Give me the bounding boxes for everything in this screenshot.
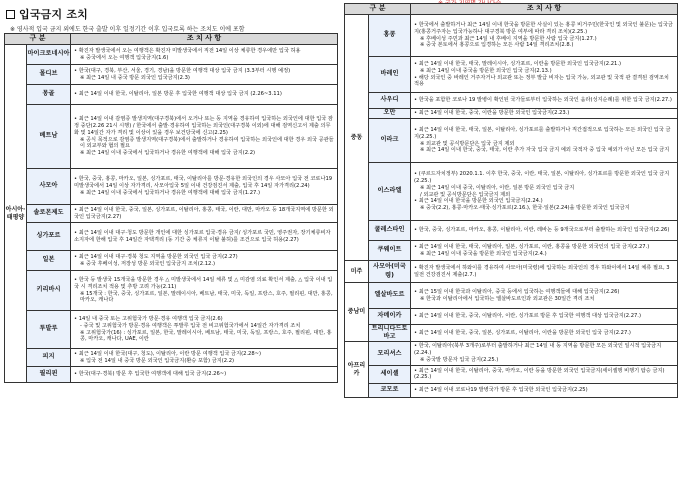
measure-line: • 최근 14일 이내 대구·청도 방문한 개인에 대한 싱가포르 입국·경유 금지/ 싱가포르 국민, 영주권자, 장기체류비자 소지자에 한해 입국 후 14일간 자택격리 (동 기간 중 체류지 이탈 불허)를 조건으로 입국 허용(2.27) xyxy=(74,229,331,243)
measure-line: • 한국(대구·경북) 방문 후 입국한 여행객에 대해 입국 금지(2.26~) xyxy=(74,371,227,378)
measure-line: ※ 공식 목적으로 감염증 발생지역(대구경북)에서 출발하거나 경유하여 입국하는 외국인에 대한 경우 외국 공관들이 외교부와 협의 필요 xyxy=(80,136,334,150)
table-row xyxy=(5,223,338,251)
measure-cell xyxy=(411,325,678,342)
column-header-region: 구 분 xyxy=(5,34,71,45)
measure-cell xyxy=(411,93,678,109)
country-cell: 마이크로네시아 xyxy=(27,45,71,65)
country-cell: 몽골 xyxy=(27,85,71,105)
measure-cell xyxy=(411,283,678,309)
measure-cell xyxy=(71,271,338,311)
measure-cell xyxy=(71,85,338,105)
page-title xyxy=(6,6,88,22)
table-row xyxy=(345,365,678,383)
measure-cell xyxy=(411,119,678,163)
measure-cell xyxy=(71,45,338,65)
measure-line: ※ 중국(2.2), 홍콩·마카오·태국·싱가포르(2.16.), 한국·일본(2.24)을 방문한 외국인 입국금지 xyxy=(420,205,630,212)
country-cell: 피지 xyxy=(27,349,71,367)
measure-cell xyxy=(411,261,678,283)
measure-line: • 최근 14일 이내 한국을 방문한 외국인 입국금지(2.24.) xyxy=(414,198,543,205)
measure-line: • 확진자 발생국에서 오는 여행객은 확진자 미발생국에서 직전 14일 이상 체류한 경우에만 입국 허용 xyxy=(74,47,301,54)
country-cell: 키리바시 xyxy=(27,271,71,311)
country-cell: 쿨레스타인 xyxy=(369,221,411,241)
measure-line: ※ 입국 전 14일 내 중국 방문 외국인 입국금지(환승 포함) 금지(2.2) xyxy=(80,357,235,364)
table-row xyxy=(5,105,338,169)
country-cell: 트리니다드토바고 xyxy=(369,325,411,342)
measure-line: ※ 한국과 이탈리아에서 입국하는 엘살바도르인과 외교관은 30일간 격리 조치 xyxy=(420,295,595,302)
measure-line: • 한국(대구, 경북, 부산, 서울, 경기, 경남)을 방문한 여행객 대상 입국 금지 (3.3부터 시행 예정) xyxy=(74,67,291,74)
table-row xyxy=(5,65,338,85)
country-cell: 이라크 xyxy=(369,119,411,163)
table-row xyxy=(345,119,678,163)
measure-cell xyxy=(71,65,338,85)
measure-cell xyxy=(411,15,678,57)
country-cell: 쿠웨이트 xyxy=(369,241,411,261)
country-cell: 오만 xyxy=(369,109,411,119)
country-cell: 모리셔스 xyxy=(369,342,411,366)
measure-line: ※ 최근 14일 이내 한국, 중국, 태국, 이란 추가 자국 입국 금지 예외 국적자 중 입국 예외가 아닌 모든 입국 금지 xyxy=(420,147,670,154)
measure-cell xyxy=(71,311,338,349)
column-header-measure: 조 치 사 항 xyxy=(411,4,678,15)
measure-cell xyxy=(71,223,338,251)
country-cell: 이스라엘 xyxy=(369,163,411,221)
measure-line: • 최근 14일 이내 한국(대구, 청도), 이탈리아, 이란 방문 여행객 입국 금지(2.28~) xyxy=(74,350,262,357)
measure-line: • 한국, 중국, 싱가포르, 마카오, 홍콩, 이탈리아, 이란, 레바논 등 9개국으로부터 출발하는 외국인 입국금지(2.26) xyxy=(414,227,670,234)
measure-cell xyxy=(411,221,678,241)
country-cell: 사모아 xyxy=(27,169,71,205)
measure-line: ※ 중국 후베이성, 저장성 방문 외국인 입국금지 조치(2.12.) xyxy=(80,260,216,267)
measure-cell xyxy=(411,365,678,383)
table-row xyxy=(345,325,678,342)
measure-cell xyxy=(411,309,678,325)
measure-line: • 최근 14일 이내 한국, 이탈리아, 중국, 마카오, 이란 등을 방문한 외국인 입국금지(세이셸행 비행기 탑승 금지)(2.25.) xyxy=(414,367,665,381)
region-cell: 아프리카 xyxy=(345,342,369,398)
measure-line: ※ 최근 14일 이내 중국에서 입국하거나 경유한 여행객에 대해 입국 금지(1.27.) xyxy=(80,189,260,196)
table-row xyxy=(345,221,678,241)
measure-cell xyxy=(411,57,678,93)
page-title-text: 입국금지 조치 xyxy=(19,8,88,21)
table-row xyxy=(5,251,338,271)
measure-cell xyxy=(71,367,338,383)
measure-line: ※ 최근 14일 이내 중국, 이탈리아, 이란, 일본 방문 외국인 입국 금지 xyxy=(420,184,575,191)
measure-line: • 한국 등 발생국 15개국을 방문한 경우 △ 미발생국에서 14일 체류 및 △ 미감염 의료 확인서 제출, △ 입국 이내 입국 시 격리조치 적용 및 추방 고려 가능(2.11) xyxy=(74,276,333,290)
measure-line: • 최근 14일 이내 감염증 발생지역(대구경북)에서 오거나 또는 동 지역을 경유하여 입국하는 외국인에 대한 입국 잠정 중단(2.26 21시 시행) / 한국에서 출발·경유하여 입국하는 외국인(대구경북 이외)에 대해 검역신고서 제출 의무화 및 14일간 자가 격리 및 이상이 있을 경우 보건당국에 신고(2.25) xyxy=(74,115,333,136)
table-row xyxy=(5,271,338,311)
checkbox-square-icon xyxy=(6,10,15,19)
table-row xyxy=(345,109,678,119)
measure-cell xyxy=(411,109,678,119)
country-cell: 솔로몬제도 xyxy=(27,205,71,223)
country-cell: 몰디브 xyxy=(27,65,71,85)
left-measures-table xyxy=(4,33,338,383)
region-cell: 중남미 xyxy=(345,283,369,342)
table-row xyxy=(345,241,678,261)
table-row xyxy=(5,311,338,349)
measure-line: ※ 최근 14일 이내 중국을 방문한 외국인 입국금지(2.4.) xyxy=(420,250,547,257)
measure-line: ※ 후베이성 주민과 최근 14일 내 후베이 지역을 방문한 사람 입국 금지(1.27.) xyxy=(420,35,597,42)
measure-line: ※ 중국발 방문자 입국 금지(2.25.) xyxy=(420,357,499,364)
measure-line: • 최근 14일 이내 대구·경북 청도 지역을 방문한 외국인 입국 금지(2.27) xyxy=(74,253,238,260)
country-cell: 사우디 xyxy=(369,93,411,109)
country-cell: 투발루 xyxy=(27,311,71,349)
measure-line: • 최근 14일 이내 한국, 중국, 일본, 싱가포르, 이탈리아, 홍콩, 태국, 이란, 대만, 마카오 등 18개국지역에 방문한 외국인 입국금지(2.27) xyxy=(74,206,334,220)
measure-line: • 해당 외국인 중 바레인 거주자거나 외교관 또는 정부 발급 비자는 입국 가능, 외교관 및 국적 관 결격된 검역조치 적용 xyxy=(414,74,669,88)
country-cell: 세이셸 xyxy=(369,365,411,383)
table-row xyxy=(5,169,338,205)
country-cell: 싱가포르 xyxy=(27,223,71,251)
region-cell: 중동 xyxy=(345,15,369,261)
country-cell: 홍콩 xyxy=(369,15,411,57)
country-cell: 엘살바도르 xyxy=(369,283,411,309)
measure-line: • 14일 내 중국 또는 고위험국가 방문·경유 여행객 입국 금지(2.6) xyxy=(74,315,223,322)
country-cell: 자메이카 xyxy=(369,309,411,325)
table-row xyxy=(5,45,338,65)
table-row xyxy=(5,349,338,367)
measure-line: ※ 최근 14일 이내 중국을 방문한 외국인 입국 금지(2.13.) xyxy=(420,67,552,74)
country-cell: 일본 xyxy=(27,251,71,271)
table-row xyxy=(345,163,678,221)
measure-line: ※ 최근 14일 이내 중국에서 입국하거나 경유한 여행객에 대해 입국 금지(2.2) xyxy=(80,150,256,157)
country-cell: 필리핀 xyxy=(27,367,71,383)
measure-line: - 중국 및 고위험국가 방문·경유 여행객은 투발루 입국 전 비고위험국가에서 14일간 자가격리 조치 xyxy=(80,322,301,329)
country-cell: 코모로 xyxy=(369,383,411,397)
table-row xyxy=(5,367,338,383)
table-row xyxy=(345,261,678,283)
measure-line: • 최근 15일 이내 한국과 이탈리아, 중국 등에서 입국하는 여행객들에 대해 입국금지(2.26) xyxy=(414,288,620,295)
country-cell: 사모아(미국령) xyxy=(369,261,411,283)
measure-line: / 외교관 및 공식방문단은 입국금지 제외 xyxy=(420,191,511,198)
table-row xyxy=(345,283,678,309)
measure-line: • 확진자 발생국에서 하와이를 경유하여 사모아(미국령)에 입국하는 외국인의 경우 하와이에서 14일 체류 필요, 3일전 건강검진서 제출(2.7.) xyxy=(414,264,670,278)
measure-cell xyxy=(411,383,678,397)
measure-line: ※ 중국 본토에서 홍콩으로 입경하는 모든 사람 14일 격리조치(2.8.) xyxy=(420,42,574,49)
measure-line: • 최근 14일 이내 코로나19 발병국가 방문 후 입국한 외국인 입국금지(2.25) xyxy=(414,387,588,394)
table-row xyxy=(345,309,678,325)
measure-cell xyxy=(411,163,678,221)
table-row xyxy=(345,383,678,397)
table-row xyxy=(345,342,678,366)
measure-line: • (쿠르드자치정부) 2020.1.1. 이후 한국, 중국, 이란, 태국, 일본, 이탈리아, 싱가포르를 방문한 외국인 입국 금지(2.25.) xyxy=(414,170,670,184)
country-cell: 바레인 xyxy=(369,57,411,93)
measure-cell xyxy=(71,349,338,367)
measure-line: • 한국을 포함한 코로나 19 발병이 확인된 국가들로부터 입국하는 외국인 움라(성지순례)를 위한 입국 금지(2.27.) xyxy=(414,97,672,104)
measure-line: • 최근 14일 이내 한국, 태국, 일본, 이탈리아, 싱가포르를 출발하거나 직간접적으로 입국하는 모든 외국인 입국 금지(2.25.) xyxy=(414,126,671,140)
measure-line: • 최근 14일 이내 한국, 중국, 이란을 방문한 외국인 입국금지(2.23.) xyxy=(414,110,570,117)
measure-cell xyxy=(71,169,338,205)
measure-cell xyxy=(71,105,338,169)
measure-line: ※ 중국에서 오는 여행객 입국금지(1.6) xyxy=(80,54,169,61)
column-header-measure: 조 치 사 항 xyxy=(71,34,338,45)
region-cell: 미주 xyxy=(345,261,369,283)
column-header-region: 구 분 xyxy=(345,4,411,15)
table-row xyxy=(5,85,338,105)
measure-cell xyxy=(71,251,338,271)
table-row xyxy=(345,15,678,57)
measure-line: • 최근 14일 이내 한국, 태국, 이탈리아, 일본, 싱가포르, 이란, 홍콩을 방문한 외국인의 입국 금지(2.27.) xyxy=(414,243,650,250)
scope-note: ※ 영사적 입국 금지 외에도 한국 출발 이후 일정기간 이후 입국토록 하는 조치도 이에 포함 xyxy=(10,26,245,33)
measure-cell xyxy=(71,205,338,223)
measure-line: • 최근 14일 이내 한국, 이탈리아, 일본 방문 후 입국한 여행객 대상 입국 금지 (2.26~3.11) xyxy=(74,91,282,98)
measure-line: ※ 15개국 : 한국, 중국, 싱가포르, 일본, 말레이시아, 베트남, 태국, 미국, 독일, 프랑스, 호주, 필리핀, 대만, 홍콩, 마카오, 캐나다 xyxy=(80,290,333,304)
measure-line: ※ 최근 14일 내 중국 방문 외국인 입국금지(2.3) xyxy=(80,74,190,81)
table-row xyxy=(5,205,338,223)
measure-line: • 한국, 중국, 홍콩, 마카오, 일본, 싱가포르, 태국, 이탈리아를 방문·경유한 외국인의 경우 사모아 입국 전 코로나19 미발생국에서 14일 이상 자가격리, 사모아입국 5일 이내 건강검진서 제출, 입국 후 14일 자가격리(2.24) xyxy=(74,176,333,190)
measure-line: • 최근 14일 이내 한국, 태국, 말레이시아, 싱가포르, 이란을 방문한 외국인 입국금지(2.21.) xyxy=(414,60,621,67)
table-row xyxy=(345,57,678,93)
measure-line: • 한국에서 출발하거나 최근 14일 이내 한국을 방문한 사실이 있는 홍콩 비거주민(한국인 및 외국인 불문)는 입국금지(홍콩거주자는 입국가능하나 대구경북 방문 여부에 따라 격리 조치)(2.25.) xyxy=(414,21,673,35)
measure-cell xyxy=(411,241,678,261)
measure-line: • 최근 14일 이내 한국, 중국, 일본, 싱가포르, 이탈리아, 이란을 방문한 외국인 입국 금지(2.27.) xyxy=(414,329,631,336)
measure-line: ※ 고위험국가(16) : 싱가포르, 일본, 한국, 말레이시아, 베트남, 태국, 미국, 독일, 프랑스, 호주, 필리핀, 대만, 홍콩, 마카오, 캐나다, UAE, 이란 xyxy=(80,329,332,343)
region-cell: 아시아·태평양 xyxy=(5,45,27,383)
measure-line: • 한국, 이탈리아(북부 3개주)로부터 출발하거나 최근 14일 내 동 지역을 방문한 모든 외국인 일시적 입국금지(2.24.) xyxy=(414,343,662,357)
measure-cell xyxy=(411,342,678,366)
measure-line: ※ 외교관 및 공식방문단은 입국 금지 제외 xyxy=(420,140,515,147)
right-measures-table xyxy=(344,3,678,398)
country-cell: 베트남 xyxy=(27,105,71,169)
measure-line: • 최근 14일 이내 한국, 중국, 이탈리아, 이란, 싱가포르 방문 후 입국한 여행객 대상 입국금지(2.27.) xyxy=(414,313,641,320)
table-row xyxy=(345,93,678,109)
